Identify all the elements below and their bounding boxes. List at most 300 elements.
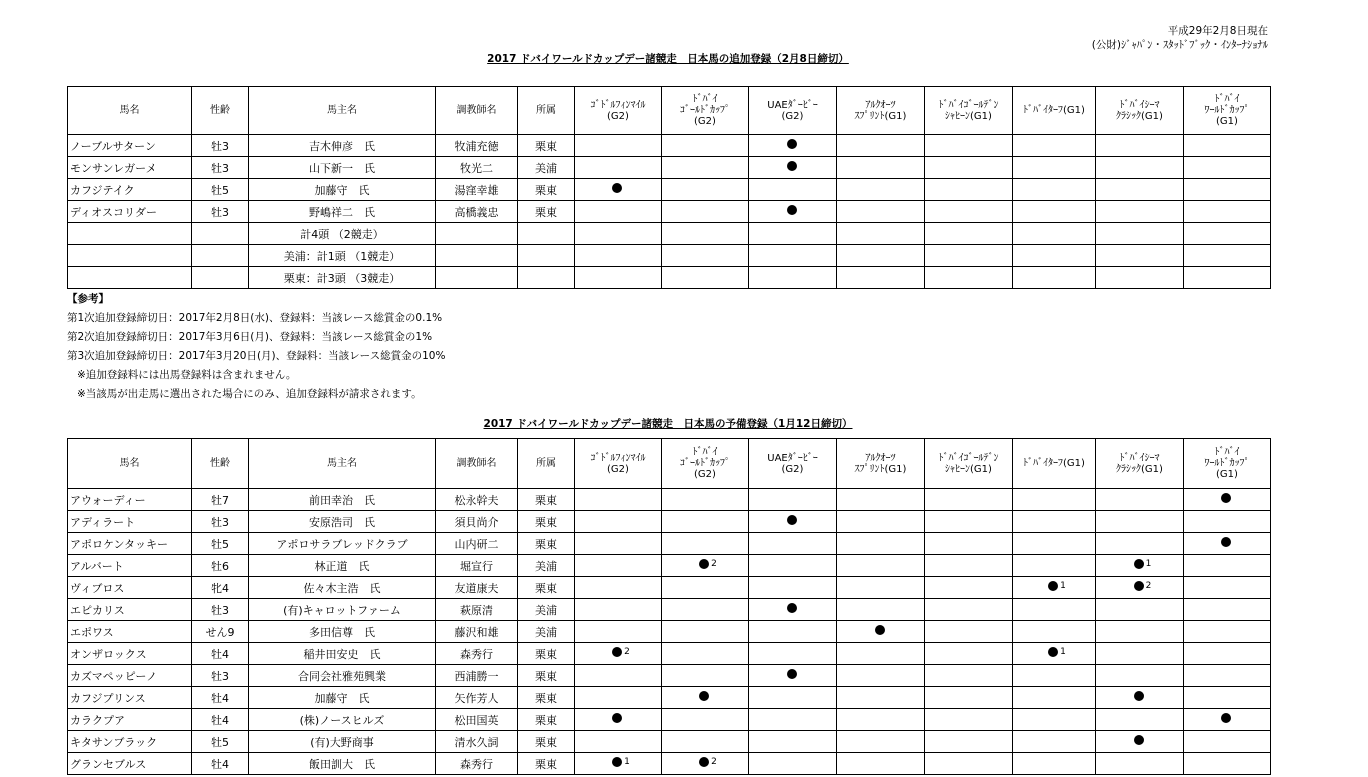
- race-cell: [925, 555, 1013, 577]
- header-row: [68, 87, 1271, 135]
- race-cell: [837, 709, 925, 731]
- column-header: ｱﾙｸｵｰﾂ ｽﾌﾟﾘﾝﾄ(G1): [837, 439, 925, 489]
- affiliation: 美浦: [518, 599, 575, 621]
- note-line: 第1次追加登録締切日：2017年2月8日(水)、登録料：当該レース総賞金の0.1%: [67, 312, 443, 324]
- race-cell: [925, 135, 1013, 157]
- trainer-name: 高橋義忠: [436, 201, 518, 223]
- empty-cell: [662, 245, 749, 267]
- sex-age: 牡4: [192, 709, 249, 731]
- owner-name: 野嶋祥二 氏: [249, 201, 436, 223]
- empty-cell: [749, 267, 837, 289]
- race-cell: [1013, 687, 1096, 709]
- owner-name: 加藤守 氏: [249, 179, 436, 201]
- race-cell: [1184, 621, 1271, 643]
- owner-name: 林正道 氏: [249, 555, 436, 577]
- race-cell: [749, 731, 837, 753]
- race-cell: [837, 621, 925, 643]
- affiliation: 栗東: [518, 709, 575, 731]
- race-cell: [1184, 157, 1271, 179]
- race-cell: [662, 643, 749, 665]
- entry-mark: 1: [1048, 647, 1066, 657]
- sex-age: 牡5: [192, 731, 249, 753]
- empty-cell: [1013, 245, 1096, 267]
- empty-cell: [1096, 223, 1184, 245]
- race-cell: [1184, 511, 1271, 533]
- sex-age: 牡3: [192, 201, 249, 223]
- entry-mark: [787, 515, 799, 525]
- empty-cell: [68, 245, 192, 267]
- race-cell: [662, 577, 749, 599]
- race-cell: [925, 731, 1013, 753]
- column-header: UAEﾀﾞｰﾋﾞｰ (G2): [749, 439, 837, 489]
- race-cell: [1013, 179, 1096, 201]
- race-cell: [1013, 643, 1096, 665]
- race-cell: [662, 753, 749, 775]
- horse-name: ディオスコリダー: [68, 201, 192, 223]
- race-cell: [1096, 135, 1184, 157]
- horse-name: カズマペッピーノ: [68, 665, 192, 687]
- race-cell: [1096, 709, 1184, 731]
- entry-mark: [612, 713, 624, 723]
- column-header: ｺﾞﾄﾞﾙﾌｨﾝﾏｲﾙ (G2): [575, 439, 662, 489]
- race-cell: [1096, 621, 1184, 643]
- horse-name: エポワス: [68, 621, 192, 643]
- entry-mark: 2: [1134, 581, 1152, 591]
- empty-cell: [192, 223, 249, 245]
- race-cell: [749, 533, 837, 555]
- affiliation: 栗東: [518, 643, 575, 665]
- sex-age: 牡4: [192, 643, 249, 665]
- race-cell: [575, 511, 662, 533]
- sex-age: 牡3: [192, 135, 249, 157]
- table-row: [68, 665, 1271, 687]
- affiliation: 栗東: [518, 687, 575, 709]
- table-row: [68, 731, 1271, 753]
- affiliation: 栗東: [518, 753, 575, 775]
- race-cell: [662, 533, 749, 555]
- empty-cell: [575, 267, 662, 289]
- race-cell: [749, 665, 837, 687]
- race-cell: [1096, 179, 1184, 201]
- horse-name: グランセブルス: [68, 753, 192, 775]
- sex-age: 牡4: [192, 753, 249, 775]
- trainer-name: 清水久詞: [436, 731, 518, 753]
- column-header: ﾄﾞﾊﾞｲｺﾞｰﾙﾃﾞﾝ ｼｬﾋｰﾝ(G1): [925, 87, 1013, 135]
- horse-name: アルバート: [68, 555, 192, 577]
- affiliation: 美浦: [518, 621, 575, 643]
- empty-cell: [1013, 267, 1096, 289]
- entry-mark: [1134, 735, 1146, 745]
- race-cell: [925, 489, 1013, 511]
- horse-name: オンザロックス: [68, 643, 192, 665]
- race-cell: [925, 511, 1013, 533]
- column-header: 馬名: [68, 87, 192, 135]
- column-header: 調教師名: [436, 439, 518, 489]
- race-cell: [925, 157, 1013, 179]
- note-remark: ※追加登録料には出馬登録料は含まれません。: [77, 369, 297, 381]
- affiliation: 栗東: [518, 489, 575, 511]
- empty-cell: [1184, 223, 1271, 245]
- entry-mark: [1134, 691, 1146, 701]
- race-cell: [837, 157, 925, 179]
- affiliation: 栗東: [518, 179, 575, 201]
- race-cell: [837, 665, 925, 687]
- race-cell: [1184, 731, 1271, 753]
- summary-row: [68, 245, 1271, 267]
- empty-cell: [192, 245, 249, 267]
- sex-age: 牡5: [192, 179, 249, 201]
- race-cell: [575, 201, 662, 223]
- trainer-name: 湯窪幸雄: [436, 179, 518, 201]
- affiliation: 栗東: [518, 533, 575, 555]
- race-cell: [1184, 533, 1271, 555]
- race-cell: [1184, 201, 1271, 223]
- empty-cell: [68, 223, 192, 245]
- race-cell: [925, 599, 1013, 621]
- race-cell: [837, 179, 925, 201]
- affiliation: 栗東: [518, 511, 575, 533]
- race-cell: [749, 201, 837, 223]
- race-cell: [575, 135, 662, 157]
- column-header: ﾄﾞﾊﾞｲﾀｰﾌ(G1): [1013, 87, 1096, 135]
- entry-mark: [787, 161, 799, 171]
- race-cell: [575, 555, 662, 577]
- column-header: UAEﾀﾞｰﾋﾞｰ (G2): [749, 87, 837, 135]
- table-body: [68, 135, 1271, 289]
- entry-mark: 1: [1048, 581, 1066, 591]
- entry-mark: 2: [612, 647, 630, 657]
- table-row: [68, 577, 1271, 599]
- race-cell: [837, 135, 925, 157]
- table-row: [68, 643, 1271, 665]
- preliminary-registration-table: [67, 438, 1271, 775]
- column-header: 性齢: [192, 439, 249, 489]
- race-cell: [749, 709, 837, 731]
- race-cell: [925, 643, 1013, 665]
- race-cell: [575, 157, 662, 179]
- owner-name: (有)大野商事: [249, 731, 436, 753]
- race-cell: [662, 709, 749, 731]
- sex-age: 牝4: [192, 577, 249, 599]
- race-cell: [1096, 489, 1184, 511]
- column-header: ｱﾙｸｵｰﾂ ｽﾌﾟﾘﾝﾄ(G1): [837, 87, 925, 135]
- race-cell: [575, 665, 662, 687]
- race-cell: [749, 135, 837, 157]
- race-cell: [575, 179, 662, 201]
- race-cell: [1013, 157, 1096, 179]
- entry-mark: [875, 625, 887, 635]
- race-cell: [1013, 709, 1096, 731]
- trainer-name: 森秀行: [436, 753, 518, 775]
- race-cell: [662, 179, 749, 201]
- affiliation: 栗東: [518, 577, 575, 599]
- table-row: [68, 687, 1271, 709]
- race-cell: [1013, 731, 1096, 753]
- table-row: [68, 179, 1271, 201]
- sex-age: 牡6: [192, 555, 249, 577]
- empty-cell: [436, 267, 518, 289]
- sex-age: 牡3: [192, 511, 249, 533]
- owner-name: 佐々木主浩 氏: [249, 577, 436, 599]
- race-cell: [749, 555, 837, 577]
- race-cell: [1184, 599, 1271, 621]
- empty-cell: [518, 267, 575, 289]
- race-cell: [837, 731, 925, 753]
- trainer-name: 萩原清: [436, 599, 518, 621]
- race-cell: [1184, 643, 1271, 665]
- affiliation: 栗東: [518, 665, 575, 687]
- entry-mark: [612, 183, 624, 193]
- trainer-name: 堀宣行: [436, 555, 518, 577]
- empty-cell: [837, 245, 925, 267]
- race-cell: [1184, 753, 1271, 775]
- empty-cell: [837, 267, 925, 289]
- race-cell: [575, 621, 662, 643]
- horse-name: エピカリス: [68, 599, 192, 621]
- sex-age: せん9: [192, 621, 249, 643]
- race-cell: [1096, 665, 1184, 687]
- race-cell: [662, 555, 749, 577]
- race-cell: [1096, 511, 1184, 533]
- race-cell: [1096, 533, 1184, 555]
- empty-cell: [68, 267, 192, 289]
- race-cell: [1013, 577, 1096, 599]
- race-cell: [1096, 731, 1184, 753]
- trainer-name: 矢作芳人: [436, 687, 518, 709]
- owner-name: (株)ノースヒルズ: [249, 709, 436, 731]
- horse-name: アディラート: [68, 511, 192, 533]
- column-header: ﾄﾞﾊﾞｲ ｺﾞｰﾙﾄﾞｶｯﾌﾟ (G2): [662, 87, 749, 135]
- column-header: 馬名: [68, 439, 192, 489]
- race-cell: [662, 665, 749, 687]
- table-row: [68, 599, 1271, 621]
- horse-name: カラクプア: [68, 709, 192, 731]
- owner-name: 稲井田安史 氏: [249, 643, 436, 665]
- race-cell: [1013, 489, 1096, 511]
- notes-heading: 【参考】: [67, 293, 109, 305]
- owner-name: 吉木伸彦 氏: [249, 135, 436, 157]
- column-header: ﾄﾞﾊﾞｲｼｰﾏ ｸﾗｼｯｸ(G1): [1096, 87, 1184, 135]
- affiliation: 栗東: [518, 135, 575, 157]
- race-cell: [1013, 665, 1096, 687]
- entry-mark: 1: [612, 757, 630, 767]
- empty-cell: [1096, 267, 1184, 289]
- entry-mark: 2: [699, 757, 717, 767]
- race-cell: [662, 157, 749, 179]
- sex-age: 牡3: [192, 599, 249, 621]
- entry-mark: [787, 205, 799, 215]
- column-header: 所属: [518, 439, 575, 489]
- trainer-name: 松永幹夫: [436, 489, 518, 511]
- table-row: [68, 709, 1271, 731]
- column-header: ﾄﾞﾊﾞｲ ﾜｰﾙﾄﾞｶｯﾌﾟ (G1): [1184, 87, 1271, 135]
- race-cell: [925, 621, 1013, 643]
- race-cell: [575, 643, 662, 665]
- owner-name: (有)キャロットファーム: [249, 599, 436, 621]
- table-row: [68, 135, 1271, 157]
- race-cell: [1096, 643, 1184, 665]
- race-cell: [749, 489, 837, 511]
- entry-mark: [1221, 713, 1233, 723]
- race-cell: [1184, 179, 1271, 201]
- owner-name: 前田幸治 氏: [249, 489, 436, 511]
- horse-name: モンサンレガーメ: [68, 157, 192, 179]
- race-cell: [925, 533, 1013, 555]
- table-row: [68, 157, 1271, 179]
- race-cell: [662, 135, 749, 157]
- owner-name: 飯田訓大 氏: [249, 753, 436, 775]
- race-cell: [575, 709, 662, 731]
- race-cell: [837, 555, 925, 577]
- empty-cell: [1013, 223, 1096, 245]
- owner-name: 山下新一 氏: [249, 157, 436, 179]
- preliminary-title: 2017 ドバイワールドカップデー諸競走 日本馬の予備登録（1月12日締切）: [483, 418, 853, 430]
- race-cell: [837, 687, 925, 709]
- owner-name: 多田信尊 氏: [249, 621, 436, 643]
- race-cell: [1096, 599, 1184, 621]
- header-row: [68, 439, 1271, 489]
- empty-cell: [1184, 245, 1271, 267]
- trainer-name: 友道康夫: [436, 577, 518, 599]
- race-cell: [1096, 687, 1184, 709]
- summary-text: 計4頭 （2競走）: [249, 223, 436, 245]
- race-cell: [837, 753, 925, 775]
- empty-cell: [662, 223, 749, 245]
- race-cell: [1184, 665, 1271, 687]
- race-cell: [1184, 687, 1271, 709]
- race-cell: [837, 533, 925, 555]
- table-row: [68, 511, 1271, 533]
- horse-name: カフジテイク: [68, 179, 192, 201]
- column-header: 馬主名: [249, 87, 436, 135]
- entry-mark: [1221, 537, 1233, 547]
- race-cell: [1096, 577, 1184, 599]
- entry-mark: [787, 139, 799, 149]
- race-cell: [662, 687, 749, 709]
- race-cell: [837, 577, 925, 599]
- race-cell: [837, 489, 925, 511]
- entry-mark: [787, 669, 799, 679]
- horse-name: アポロケンタッキー: [68, 533, 192, 555]
- race-cell: [662, 511, 749, 533]
- trainer-name: 牧浦充徳: [436, 135, 518, 157]
- race-cell: [1013, 621, 1096, 643]
- note-remark: ※当該馬が出走馬に選出された場合にのみ、追加登録料が請求されます。: [77, 388, 422, 400]
- empty-cell: [575, 245, 662, 267]
- race-cell: [837, 511, 925, 533]
- race-cell: [1096, 201, 1184, 223]
- notes-section: [67, 290, 445, 404]
- affiliation: 美浦: [518, 157, 575, 179]
- race-cell: [662, 489, 749, 511]
- trainer-name: 森秀行: [436, 643, 518, 665]
- summary-row: [68, 223, 1271, 245]
- race-cell: [662, 599, 749, 621]
- horse-name: アウォーディー: [68, 489, 192, 511]
- race-cell: [1184, 555, 1271, 577]
- race-cell: [1013, 511, 1096, 533]
- summary-text: 栗東：計3頭 （3競走）: [249, 267, 436, 289]
- empty-cell: [837, 223, 925, 245]
- table-body: [68, 489, 1271, 775]
- trainer-name: 西浦勝一: [436, 665, 518, 687]
- empty-cell: [662, 267, 749, 289]
- column-header: 性齢: [192, 87, 249, 135]
- sex-age: 牡4: [192, 687, 249, 709]
- table-row: [68, 621, 1271, 643]
- trainer-name: 須貝尚介: [436, 511, 518, 533]
- race-cell: [749, 621, 837, 643]
- trainer-name: 松田国英: [436, 709, 518, 731]
- race-cell: [1013, 555, 1096, 577]
- race-cell: [749, 687, 837, 709]
- race-cell: [575, 753, 662, 775]
- additional-title: 2017 ドバイワールドカップデー諸競走 日本馬の追加登録（2月8日締切）: [487, 53, 849, 65]
- race-cell: [925, 687, 1013, 709]
- trainer-name: 山内研二: [436, 533, 518, 555]
- empty-cell: [518, 223, 575, 245]
- report-date: 平成29年2月8日現在: [1167, 25, 1268, 37]
- entry-mark: 2: [699, 559, 717, 569]
- empty-cell: [749, 245, 837, 267]
- column-header: ﾄﾞﾊﾞｲｺﾞｰﾙﾃﾞﾝ ｼｬﾋｰﾝ(G1): [925, 439, 1013, 489]
- race-cell: [575, 731, 662, 753]
- race-cell: [749, 511, 837, 533]
- race-cell: [925, 577, 1013, 599]
- race-cell: [925, 201, 1013, 223]
- column-header: ﾄﾞﾊﾞｲ ｺﾞｰﾙﾄﾞｶｯﾌﾟ (G2): [662, 439, 749, 489]
- race-cell: [1013, 599, 1096, 621]
- column-header: 所属: [518, 87, 575, 135]
- column-header: ﾄﾞﾊﾞｲﾀｰﾌ(G1): [1013, 439, 1096, 489]
- entry-mark: 1: [1134, 559, 1152, 569]
- column-header: 馬主名: [249, 439, 436, 489]
- affiliation: 美浦: [518, 555, 575, 577]
- race-cell: [749, 577, 837, 599]
- empty-cell: [192, 267, 249, 289]
- owner-name: 加藤守 氏: [249, 687, 436, 709]
- race-cell: [749, 753, 837, 775]
- race-cell: [837, 201, 925, 223]
- trainer-name: 牧光二: [436, 157, 518, 179]
- race-cell: [1184, 577, 1271, 599]
- race-cell: [575, 577, 662, 599]
- table-row: [68, 533, 1271, 555]
- race-cell: [662, 621, 749, 643]
- race-cell: [925, 753, 1013, 775]
- empty-cell: [925, 223, 1013, 245]
- empty-cell: [749, 223, 837, 245]
- race-cell: [1096, 157, 1184, 179]
- race-cell: [925, 179, 1013, 201]
- affiliation: 栗東: [518, 201, 575, 223]
- trainer-name: 藤沢和雄: [436, 621, 518, 643]
- race-cell: [1013, 753, 1096, 775]
- empty-cell: [575, 223, 662, 245]
- horse-name: ヴィブロス: [68, 577, 192, 599]
- affiliation: 栗東: [518, 731, 575, 753]
- race-cell: [575, 687, 662, 709]
- empty-cell: [925, 267, 1013, 289]
- race-cell: [837, 643, 925, 665]
- race-cell: [1184, 135, 1271, 157]
- race-cell: [1184, 489, 1271, 511]
- note-line: 第3次追加登録締切日：2017年3月20日(月)、登録料：当該レース総賞金の10%: [67, 350, 446, 362]
- race-cell: [1013, 135, 1096, 157]
- column-header: ｺﾞﾄﾞﾙﾌｨﾝﾏｲﾙ (G2): [575, 87, 662, 135]
- owner-name: アポロサラブレッドクラブ: [249, 533, 436, 555]
- race-cell: [1184, 709, 1271, 731]
